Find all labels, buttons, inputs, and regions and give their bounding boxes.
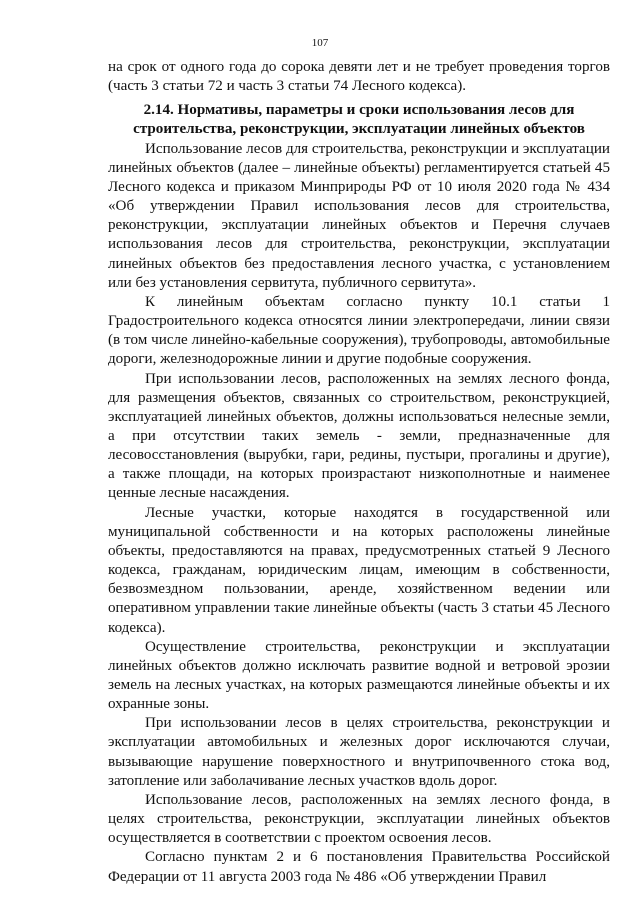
body-paragraph: При использовании лесов, расположенных на землях лесного фонда, для размещения объектов, связанных со строительством, реконструкцией, эксплуатацией линейных объектов, должны использоваться нелесные земли, а при отсутствии таких земель - земли, предназначенные для лесовосстановления (вырубки, гари, редины, пустыри, прогалины и другие), а также площади, на которых произрастают низкополнотные и наименее ценные лесные насаждения.: [108, 370, 610, 502]
section-heading-line-1: 2.14. Нормативы, параметры и сроки использования лесов для: [143, 102, 575, 119]
section-heading: [108, 101, 610, 139]
page-number: 107: [311, 37, 329, 49]
body-paragraph: Использование лесов, расположенных на землях лесного фонда, в целях строительства, реконструкции, эксплуатации линейных объектов осуществляется в соответствии с проектом освоения лесов.: [108, 791, 610, 847]
lead-paragraph: на срок от одного года до сорока девяти лет и не требует проведения торгов (часть 3 статьи 72 и часть 3 статьи 74 Лесного кодекса).: [108, 59, 610, 95]
body-paragraph: Согласно пунктам 2 и 6 постановления Правительства Российской Федерации от 11 августа 2003 года № 486 «Об утверждении Правил: [108, 849, 610, 885]
body-paragraph: К линейным объектам согласно пункту 10.1 статьи 1 Градостроительного кодекса относятся линии электропередачи, линии связи (в том числе линейно-кабельные сооружения), трубопроводы, автомобильные дороги, железнодорожные линии и другие подобные сооружения.: [108, 293, 610, 368]
body-paragraph: Использование лесов для строительства, реконструкции и эксплуатации линейных объектов (далее – линейные объекты) регламентируется статьей 45 Лесного кодекса и приказом Минприроды РФ от 10 июля 2020 года № 434 «Об утверждении Правил использования лесов для строительства, реконструкции, эксплуатации линейных объектов и Перечня случаев использования лесов для строительства, реконструкции, эксплуатации линейных объектов без предоставления лесного участка, с установлением или без установления сервитута, публичного сервитута».: [108, 140, 610, 291]
body-paragraph: Лесные участки, которые находятся в государственной или муниципальной собственности и на которых расположены линейные объекты, предоставляются на правах, предусмотренных статьей 9 Лесного кодекса, гражданам, юридическим лицам, имеющим в собственности, безвозмездном пользовании, аренде, хозяйственном ведении или оперативном управлении такие линейные объекты (часть 3 статьи 45 Лесного кодекса).: [108, 504, 610, 636]
body-paragraph: При использовании лесов в целях строительства, реконструкции и эксплуатации автомобильных и железных дорог исключаются случаи, вызывающие нарушение поверхностного и внутрипочвенного стока вод, затопление или заболачивание лесных участков вдоль дорог.: [108, 715, 610, 789]
body-paragraph: Осуществление строительства, реконструкции и эксплуатации линейных объектов должно исключать развитие водной и ветровой эрозии земель на лесных участках, на которых размещаются линейные объекты и их охранные зоны.: [108, 638, 610, 713]
page-body: [108, 58, 610, 887]
section-heading-line-2: строительства, реконструкции, эксплуатации линейных объектов: [133, 121, 585, 138]
